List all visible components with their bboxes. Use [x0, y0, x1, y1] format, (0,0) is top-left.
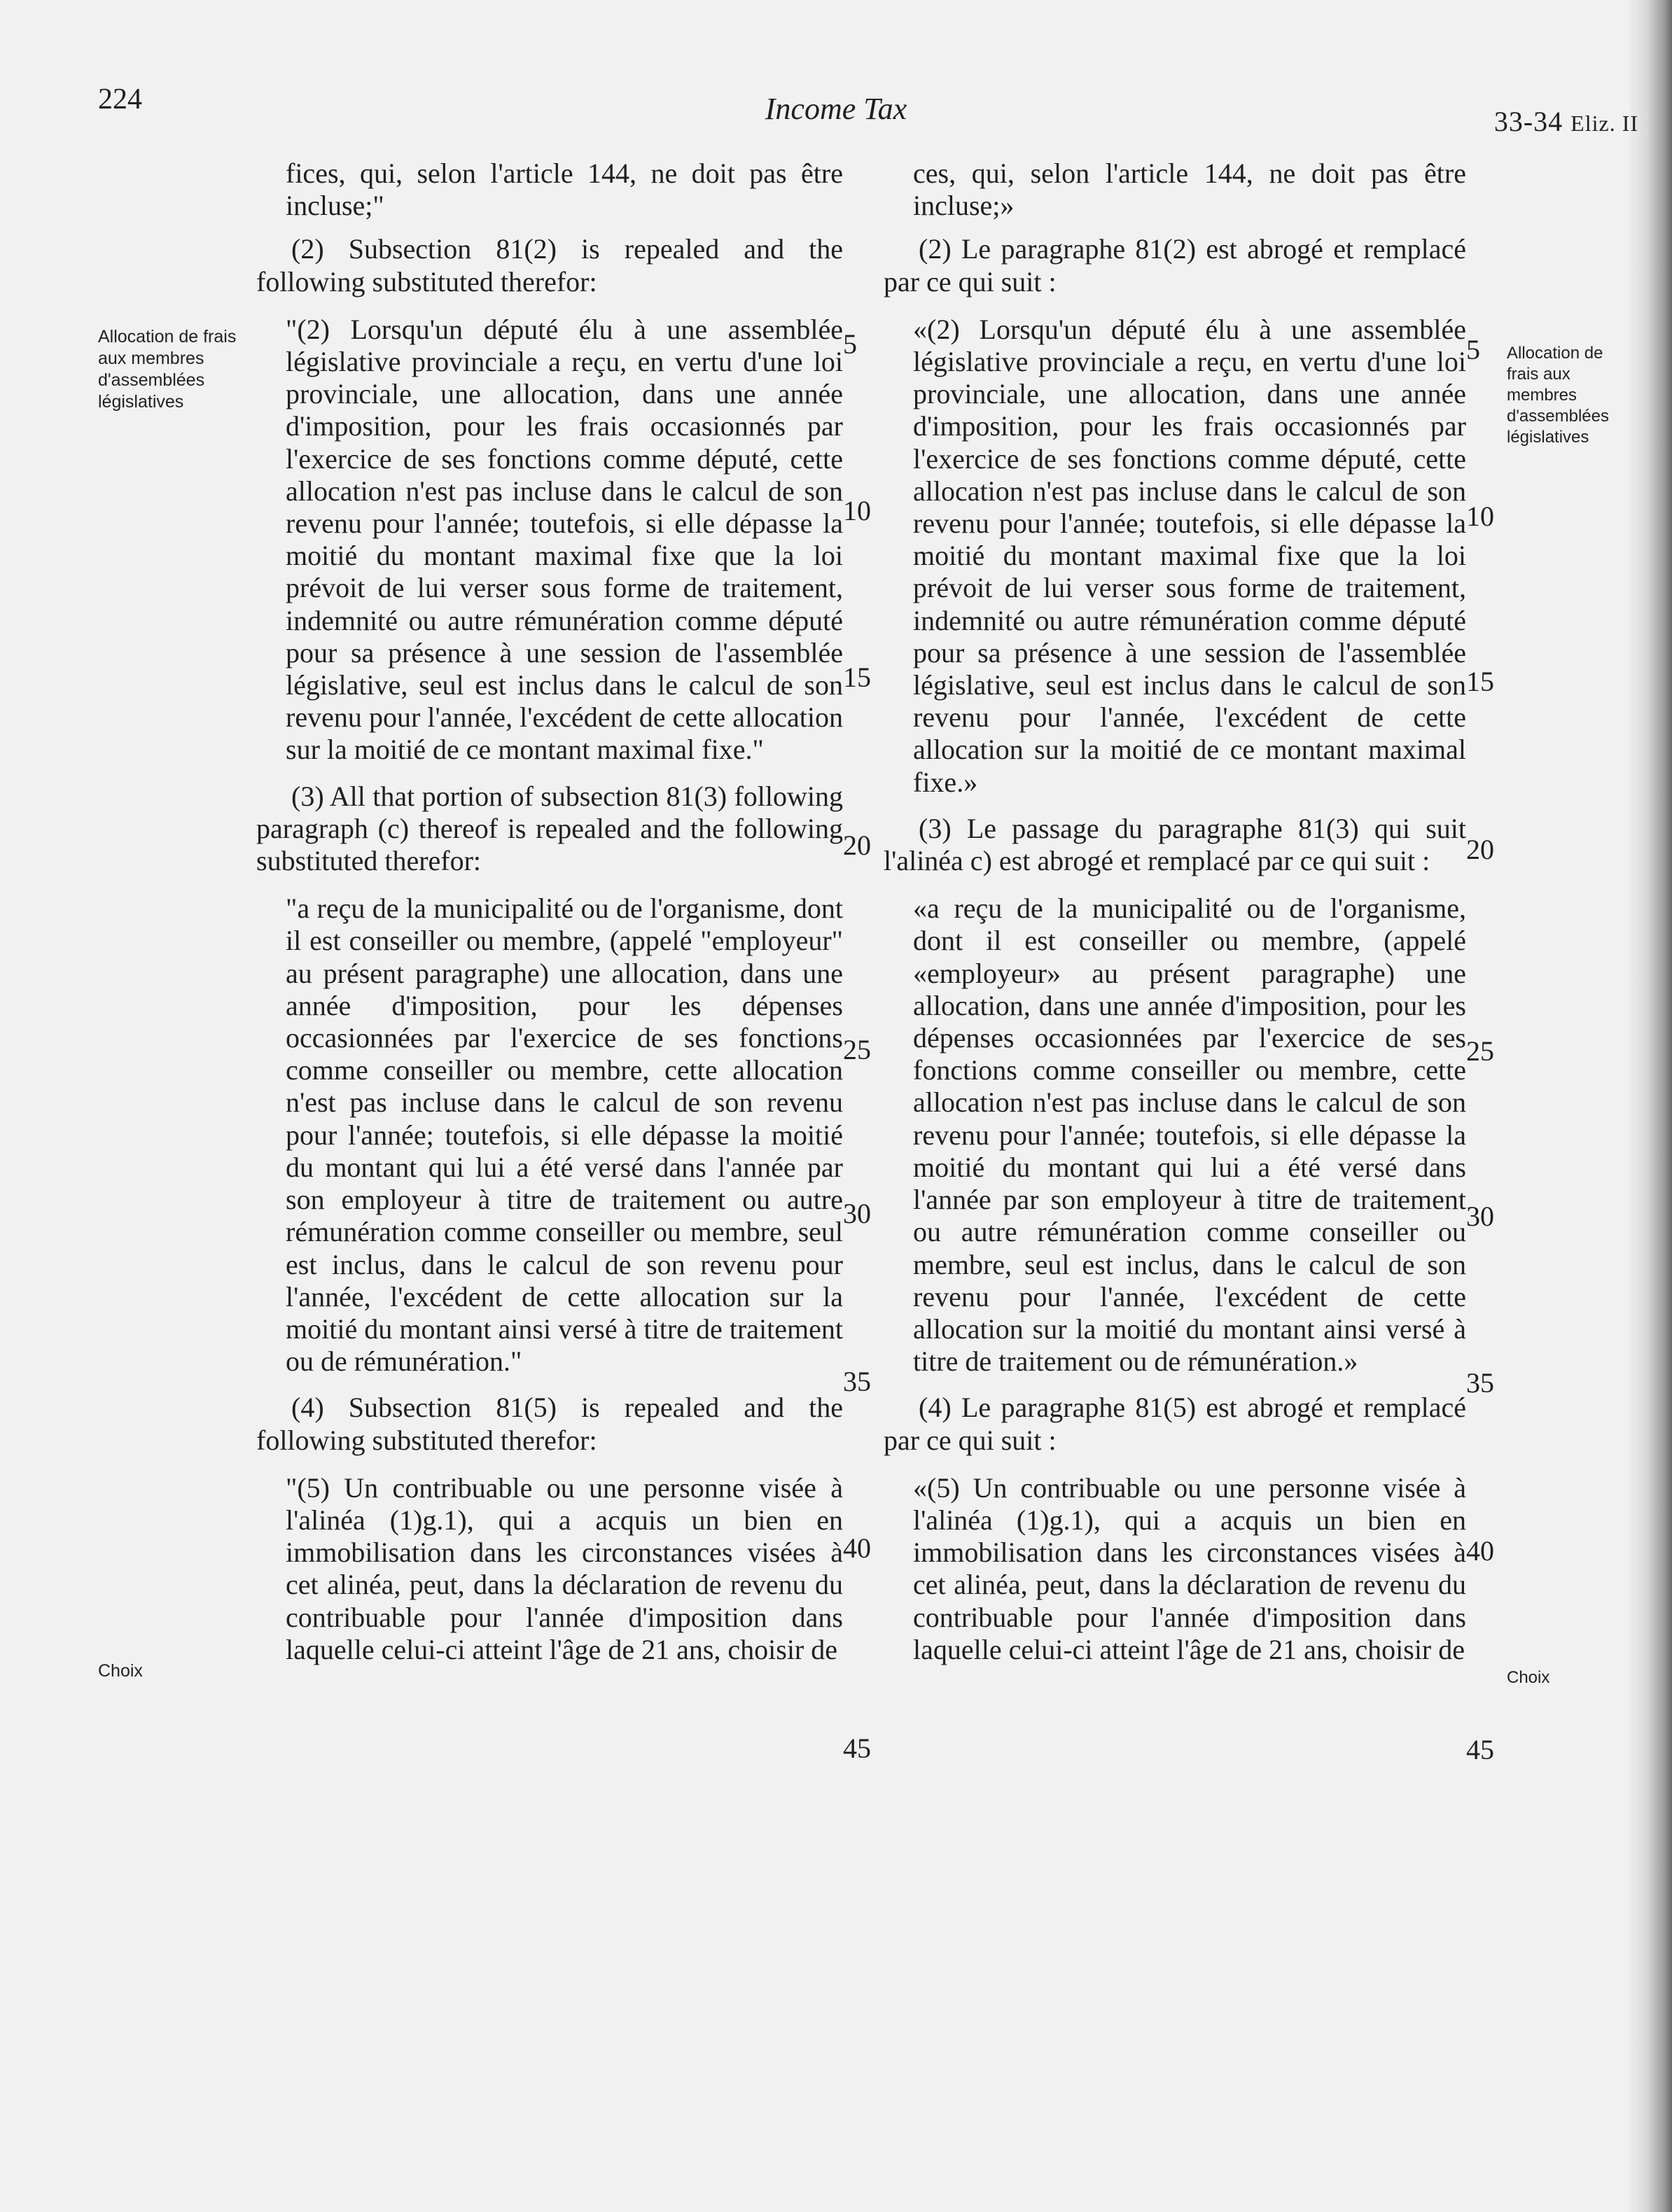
chapter-reference	[1494, 105, 1638, 138]
fr-paragraph-5: (4) Le paragraphe 81(5) est abrogé et remplacé par ce qui suit :	[884, 1392, 1466, 1456]
line-number-fr: 25	[1466, 1035, 1494, 1067]
line-number-en: 40	[843, 1532, 871, 1564]
line-number-fr: 30	[1466, 1200, 1494, 1232]
fr-paragraph-3: (3) Le passage du paragraphe 81(3) qui suit l'alinéa c) est abrogé et remplacé par ce qui suit :	[884, 812, 1466, 877]
line-number-en: 20	[843, 830, 871, 861]
margin-note-choix-left: Choix	[98, 1661, 143, 1681]
page-edge-shadow	[1630, 0, 1672, 2212]
en-paragraph-4: "a reçu de la municipalité ou de l'organisme, dont il est conseiller ou membre, (appelé "employeur" au présent paragraphe) une allocation, dans une année d'imposition, pour les dépenses occasionnées par l'exercice de ses fonctions comme conseiller ou membre, cette allocation n'est pas incluse dans le calcul de son revenu pour l'année; toutefois, si elle dépasse la moitié du montant qui lui a été versé dans l'année par son employeur à titre de traitement ou autre rémunération comme conseiller ou membre, seul est inclus, dans le calcul de son revenu pour l'année, l'excédent de cette allocation sur la moitié du montant ainsi versé à titre de traitement ou de rémunération."	[286, 892, 843, 1378]
line-number-en: 5	[843, 328, 857, 360]
line-number-fr: 5	[1466, 334, 1480, 365]
line-number-en: 45	[843, 1732, 871, 1764]
en-paragraph-3: (3) All that portion of subsection 81(3) following paragraph (c) thereof is repealed and the following substituted therefor:	[256, 780, 843, 877]
margin-note-allocation-right: Allocation de frais aux membres d'assemblées législatives	[1507, 344, 1609, 447]
line-number-fr: 20	[1466, 834, 1494, 865]
line-number-en: 35	[843, 1366, 871, 1397]
line-number-en: 30	[843, 1198, 871, 1229]
en-paragraph-1: (2) Subsection 81(2) is repealed and the following substituted therefor:	[256, 233, 843, 298]
fr-paragraph-6: «(5) Un contribuable ou une personne visée à l'alinéa (1)g.1), qui a acquis un bien en immobilisation dans les circonstances visées à cet alinéa, peut, dans la déclaration de revenu du contribuable pour l'année d'imposition dans laquelle celui-ci atteint l'âge de 21 ans, choisir de	[913, 1471, 1466, 1665]
margin-note-allocation-left: Allocation de frais aux membres d'assemblées législatives	[98, 327, 237, 412]
en-paragraph-5: (4) Subsection 81(5) is repealed and the following substituted therefor:	[256, 1392, 843, 1456]
en-paragraph-2: "(2) Lorsqu'un député élu à une assemblée législative provinciale a reçu, en vertu d'une loi provinciale, une allocation, dans une année d'imposition, pour les frais occasionnés par l'exercice de ses fonctions comme député, cette allocation n'est pas incluse dans le calcul de son revenu pour l'année; toutefois, si elle dépasse la moitié du montant maximal fixe que la loi prévoit de lui verser sous forme de traitement, indemnité ou autre rémunération comme député pour sa présence à une session de l'assemblée législative, seul est inclus dans le calcul de son revenu pour l'année, l'excédent de cette allocation sur la moitié de ce montant maximal fixe."	[286, 313, 843, 766]
fr-paragraph-2: «(2) Lorsqu'un député élu à une assemblée législative provinciale a reçu, en vertu d'une loi provinciale, une allocation, dans une année d'imposition, pour les frais occasionnés par l'exercice de ses fonctions comme député, cette allocation n'est pas incluse dans le calcul de son revenu pour l'année; toutefois, si elle dépasse la moitié du montant maximal fixe que la loi prévoit de lui verser sous forme de traitement, indemnité ou autre rémunération comme député pour sa présence à une session de l'assemblée législative, seul est inclus dans le calcul de son revenu pour l'année, l'excédent de cette allocation sur la moitié de ce montant maximal fixe.»	[913, 313, 1466, 798]
chapter-prefix: 33-34	[1493, 106, 1563, 137]
en-paragraph-0: fices, qui, selon l'article 144, ne doit pas être incluse;"	[286, 158, 843, 222]
line-number-fr: 45	[1466, 1734, 1494, 1765]
margin-note-choix-right: Choix	[1507, 1668, 1550, 1687]
en-paragraph-6: "(5) Un contribuable ou une personne visée à l'alinéa (1)g.1), qui a acquis un bien en immobilisation dans les circonstances visées à cet alinéa, peut, dans la déclaration de revenu du contribuable pour l'année d'imposition dans laquelle celui-ci atteint l'âge de 21 ans, choisir de	[286, 1471, 843, 1665]
line-number-fr: 40	[1466, 1535, 1494, 1567]
english-column	[256, 158, 843, 1666]
line-number-en: 15	[843, 662, 871, 693]
line-number-en: 25	[843, 1034, 871, 1065]
line-number-en: 10	[843, 495, 871, 526]
fr-paragraph-4: «a reçu de la municipalité ou de l'organisme, dont il est conseiller ou membre, (appelé «employeur» au présent paragraphe) une allocation, dans une année d'imposition, pour les dépenses occasionnées par l'exercice de ses fonctions comme conseiller ou membre, cette allocation n'est pas incluse dans le calcul de son revenu pour l'année; toutefois, si elle dépasse la moitié du montant qui lui a été versé dans l'année par son employeur à titre de traitement ou autre rémunération comme conseiller ou membre, seul est inclus, dans le calcul de son revenu pour l'année, l'excédent de cette allocation sur la moitié du montant ainsi versé à titre de traitement ou de rémunération.»	[913, 892, 1466, 1378]
chapter-suffix: Eliz. II	[1570, 111, 1638, 136]
fr-paragraph-1: (2) Le paragraphe 81(2) est abrogé et remplacé par ce qui suit :	[884, 233, 1466, 298]
line-number-fr: 10	[1466, 500, 1494, 532]
running-title: Income Tax	[765, 92, 907, 126]
fr-paragraph-0: ces, qui, selon l'article 144, ne doit pas être incluse;»	[913, 158, 1466, 222]
page-number: 224	[98, 83, 142, 115]
line-number-fr: 35	[1466, 1367, 1494, 1399]
french-column	[884, 158, 1466, 1666]
line-number-fr: 15	[1466, 666, 1494, 697]
